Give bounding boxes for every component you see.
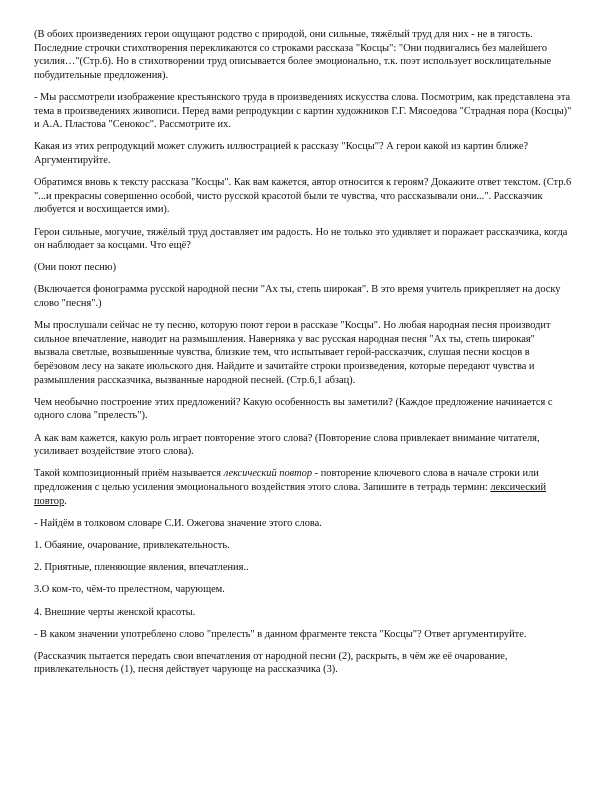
definition-item-2: 2. Приятные, пленяющие явления, впечатления..: [34, 562, 249, 574]
paragraph-meaning-question: - В каком значении употреблено слово "прелесть" в данном фрагменте текста "Косцы"? Ответ аргументируйте.: [34, 628, 527, 640]
paragraph-heroes-strong: Герои сильные, могучие, тяжёлый труд доставляет им радость. Но не только это удивляет и поражает рассказчика, когда он наблюдает за косцами. Что ещё?: [34, 226, 568, 252]
paragraph-phonogram: (Включается фонограмма русской народной песни "Ах ты, степь широкая". В это время учитель прикрепляет на доску слово "песня".): [34, 284, 561, 310]
paragraph-dictionary: - Найдём в толковом словаре С.И. Ожегова значение этого слова.: [34, 517, 322, 529]
paragraph-repetition-role: А как вам кажется, какую роль играет повторение этого слова? (Повторение слова привлекает внимание читателя, усиливает воздействие этого слова).: [34, 432, 540, 458]
term-italic: лексический повтор: [223, 468, 313, 480]
paragraph-question-illustration: Какая из этих репродукций может служить иллюстрацией к рассказу "Косцы"? А герои какой из картин ближе? Аргументируйте.: [34, 141, 529, 166]
paragraph-author-attitude: Обратимся вновь к тексту рассказа "Косцы". Как вам кажется, автор относится к героям? Докажите ответ текстом. (Стр.6 "...и прекрасны совершенно особой, чисто русской красотой были те чувства, что рассказывали они...". Рассказчик любуется и восхищается ими).: [34, 177, 572, 216]
definition-item-4: 4. Внешние черты женской красоты.: [34, 606, 196, 618]
term-text-after: - повторение ключевого слова в начале строки или предложения с целью усиления эмоционального воздействия этого слова. Запишите в тетрадь термин:: [34, 468, 539, 493]
term-underlined: лексический повтор: [34, 481, 547, 507]
paragraph-meaning-answer: (Рассказчик пытается передать свои впечатления от народной песни (2), раскрыть, в чём же её очарование, привлекательность (1), песня действует чарующе на рассказчика (3).: [34, 650, 508, 676]
term-text-end: .: [64, 495, 67, 507]
paragraph-term-definition: [34, 467, 572, 508]
definition-item-1: 1. Обаяние, очарование, привлекательность.: [34, 539, 230, 551]
paragraph-paintings: - Мы рассмотрели изображение крестьянского труда в произведениях искусства слова. Посмотрим, как представлена эта тема в произведениях живописи. Перед вами репродукции с картин художников Г.Г. Мясоедова "Страдная пора (Косцы)" и А.А. Пластова "Сенокос". Рассмотрите их.: [34, 91, 572, 131]
paragraph-folk-song: Мы прослушали сейчас не ту песню, которую поют герои в рассказе "Косцы". Но любая народная песня производит сильное впечатление, наводит на размышления. Наверняка у вас русская народная песня "Ах ты, степь широкая" вызвала светлые, возвышенные чувства, близкие тем, что испытывает герой-рассказчик, слушая песни косцов в берёзовом лесу на закате июльского дня. Найдите и зачитайте строки произведения, которые передают чувства и размышления рассказчика, вызванные народной песней. (Стр.6,1 абзац).: [34, 320, 551, 386]
paragraph-intro-comparison: (В обоих произведениях герои ощущают родство с природой, они сильные, тяжёлый труд для них - не в тягость. Последние строчки стихотворения перекликаются со строками рассказа "Косцы": "Они подвигались без малейшего усилия…"(Стр.6). Но в стихотворении труд описывается более эмоционально, т.к. поэт использует восклицательные побудительные предложения).: [34, 29, 552, 81]
definition-item-3: 3.О ком-то, чём-то прелестном, чарующем.: [34, 584, 225, 596]
term-text-before: Такой композиционный приём называется: [34, 468, 224, 480]
paragraph-sentence-structure: Чем необычно построение этих предложений? Какую особенность вы заметили? (Каждое предложение начинается с одного слова "прелесть").: [34, 396, 553, 422]
paragraph-they-sing: (Они поют песню): [34, 262, 117, 274]
